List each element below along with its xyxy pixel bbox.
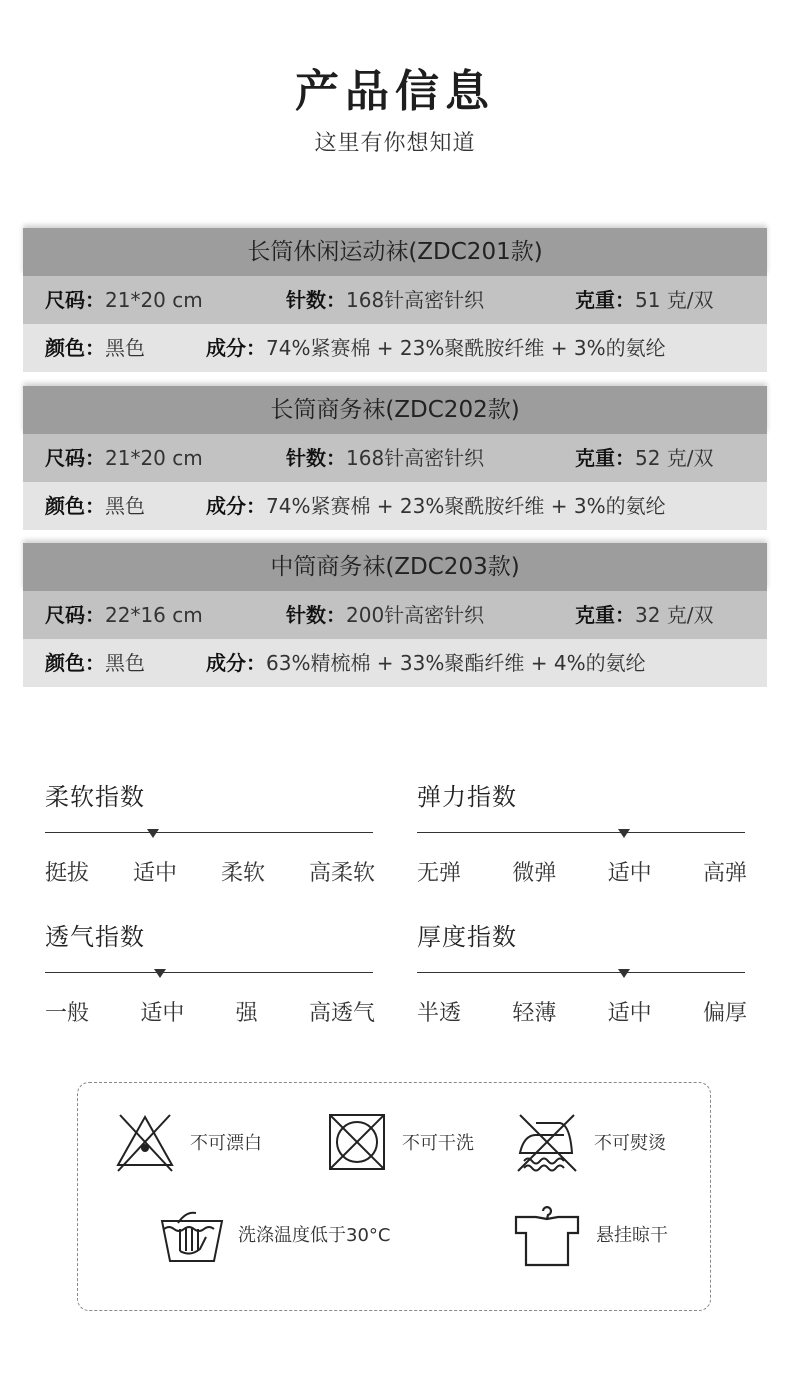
weight-label: 克重：: [575, 288, 635, 312]
index-scale-line: [45, 832, 373, 833]
material-row: [23, 639, 767, 687]
index-levels: [417, 996, 747, 1027]
product-name: 长筒休闲运动袜(ZDC201款): [23, 228, 767, 276]
color-value: 黑色: [105, 494, 145, 518]
index-level-label: 高柔软: [308, 861, 375, 886]
color-label: 颜色：: [45, 336, 105, 360]
index-marker: [147, 829, 159, 838]
composition-label: 成分：: [206, 651, 266, 675]
composition-value: 63%精梳棉 + 33%聚酯纤维 + 4%的氨纶: [266, 651, 646, 675]
index-levels: [417, 856, 747, 887]
no-bleach-icon: [114, 1111, 176, 1173]
index-level-label: 高弹: [702, 861, 747, 886]
index-level-label: 适中: [140, 1001, 185, 1026]
size-label: 尺码：: [45, 446, 105, 470]
care-label: 不可熨烫: [594, 1133, 666, 1154]
index-scale-line: [45, 972, 373, 973]
composition-label: 成分：: [206, 336, 266, 360]
needles-label: 针数：: [286, 603, 346, 627]
index-level-label: 无弹: [417, 861, 462, 886]
index-marker: [618, 829, 630, 838]
care-label: 洗涤温度低于30°C: [238, 1225, 391, 1246]
hang-dry-icon: [512, 1201, 582, 1267]
size-value: 21*20 cm: [105, 446, 203, 470]
weight-cell: [575, 434, 714, 482]
index-levels: [45, 856, 375, 887]
index-level-label: 柔软: [220, 861, 265, 886]
color-cell: [45, 482, 145, 530]
care-label: 悬挂晾干: [596, 1225, 668, 1246]
composition-label: 成分：: [206, 494, 266, 518]
spec-row: [23, 276, 767, 324]
composition-value: 74%紧赛棉 + 23%聚酰胺纤维 + 3%的氨纶: [266, 336, 666, 360]
weight-cell: [575, 276, 714, 324]
size-cell: [45, 591, 203, 639]
size-cell: [45, 434, 203, 482]
index-level-label: 适中: [132, 861, 177, 886]
material-row: [23, 324, 767, 372]
page-title: 产品信息: [295, 66, 495, 117]
needles-label: 针数：: [286, 446, 346, 470]
composition-cell: [206, 482, 666, 530]
product-card: [23, 543, 767, 687]
needles-cell: [286, 276, 484, 324]
weight-cell: [575, 591, 714, 639]
index-level-label: 偏厚: [702, 1001, 747, 1026]
color-cell: [45, 324, 145, 372]
index-level-label: 半透: [417, 1001, 462, 1026]
color-value: 黑色: [105, 651, 145, 675]
composition-cell: [206, 639, 646, 687]
care-item-no-bleach: [114, 1111, 262, 1173]
size-value: 21*20 cm: [105, 288, 203, 312]
index-marker: [618, 969, 630, 978]
index-title: 柔软指数: [45, 783, 145, 811]
product-card: [23, 386, 767, 530]
elasticity-index: [417, 780, 747, 886]
thickness-index: [417, 920, 747, 1026]
index-title: 弹力指数: [417, 783, 517, 811]
index-scale-line: [417, 972, 745, 973]
weight-value: 52 克/双: [635, 446, 714, 470]
index-marker: [154, 969, 166, 978]
spec-row: [23, 591, 767, 639]
index-level-label: 强: [235, 1001, 258, 1026]
index-level-label: 挺拔: [45, 861, 90, 886]
product-name: 长筒商务袜(ZDC202款): [23, 386, 767, 434]
needles-value: 200针高密针织: [346, 603, 485, 627]
composition-cell: [206, 324, 666, 372]
index-levels: [45, 996, 375, 1027]
index-title: 厚度指数: [417, 923, 517, 951]
material-row: [23, 482, 767, 530]
care-instructions-panel: [77, 1082, 711, 1311]
index-level-label: 高透气: [308, 1001, 375, 1026]
product-card: [23, 228, 767, 372]
needles-cell: [286, 434, 484, 482]
care-item-no-iron: [514, 1111, 666, 1173]
no-iron-icon: [514, 1111, 580, 1173]
size-cell: [45, 276, 203, 324]
needles-value: 168针高密针织: [346, 446, 485, 470]
index-level-label: 轻薄: [512, 1001, 557, 1026]
index-level-label: 适中: [607, 861, 652, 886]
weight-value: 51 克/双: [635, 288, 714, 312]
needles-cell: [286, 591, 484, 639]
care-label: 不可漂白: [190, 1133, 262, 1154]
breathability-index: [45, 920, 375, 1026]
color-label: 颜色：: [45, 494, 105, 518]
care-item-no-dry-clean: [326, 1111, 474, 1173]
index-level-label: 微弹: [512, 861, 557, 886]
size-label: 尺码：: [45, 603, 105, 627]
weight-value: 32 克/双: [635, 603, 714, 627]
page-subtitle: 这里有你想知道: [314, 131, 476, 156]
color-label: 颜色：: [45, 651, 105, 675]
care-item-hand-wash: [160, 1203, 390, 1265]
no-dry-clean-icon: [326, 1111, 388, 1173]
size-value: 22*16 cm: [105, 603, 203, 627]
index-title: 透气指数: [45, 923, 145, 951]
index-level-label: 适中: [607, 1001, 652, 1026]
color-value: 黑色: [105, 336, 145, 360]
softness-index: [45, 780, 375, 886]
care-label: 不可干洗: [402, 1133, 474, 1154]
composition-value: 74%紧赛棉 + 23%聚酰胺纤维 + 3%的氨纶: [266, 494, 666, 518]
spec-row: [23, 434, 767, 482]
weight-label: 克重：: [575, 603, 635, 627]
product-name: 中筒商务袜(ZDC203款): [23, 543, 767, 591]
care-item-hang-dry: [512, 1201, 668, 1267]
index-scale-line: [417, 832, 745, 833]
hand-wash-icon: [160, 1203, 224, 1265]
needles-value: 168针高密针织: [346, 288, 485, 312]
needles-label: 针数：: [286, 288, 346, 312]
weight-label: 克重：: [575, 446, 635, 470]
color-cell: [45, 639, 145, 687]
index-level-label: 一般: [45, 1001, 90, 1026]
size-label: 尺码：: [45, 288, 105, 312]
